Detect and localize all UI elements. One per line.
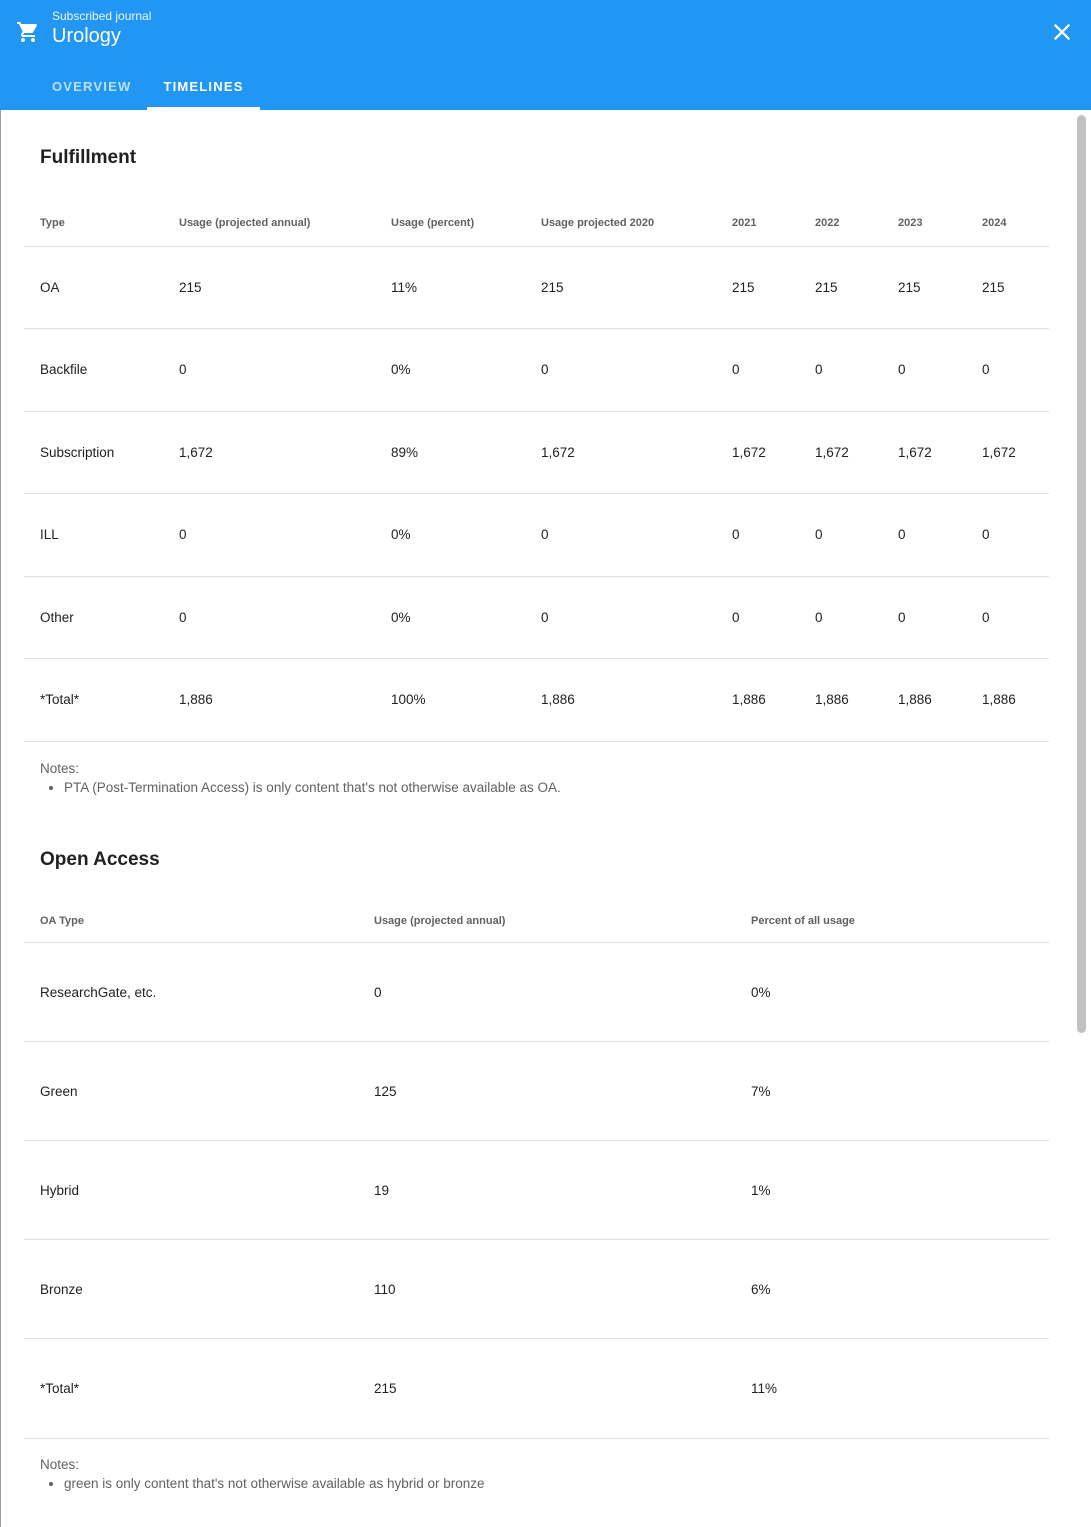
column-header: 2022 bbox=[799, 201, 882, 246]
table-cell: 0 bbox=[966, 493, 1049, 576]
journal-title: Urology bbox=[52, 25, 121, 47]
table-header-row bbox=[24, 900, 1049, 943]
table-cell: 1,672 bbox=[525, 411, 716, 493]
table-cell: Bronze bbox=[24, 1240, 358, 1339]
table-row bbox=[24, 1141, 1049, 1240]
table-cell: Other bbox=[24, 576, 163, 658]
column-header: Usage (projected annual) bbox=[163, 201, 375, 246]
table-cell: Green bbox=[24, 1042, 358, 1141]
table-cell: 1,672 bbox=[966, 411, 1049, 493]
table-cell: 0 bbox=[525, 328, 716, 411]
open-access-notes bbox=[24, 1457, 1049, 1493]
table-row bbox=[24, 246, 1049, 328]
table-cell: Hybrid bbox=[24, 1141, 358, 1240]
table-cell: 1,886 bbox=[799, 658, 882, 741]
table-row bbox=[24, 1339, 1049, 1439]
table-cell: 0 bbox=[966, 328, 1049, 411]
table-cell: 215 bbox=[882, 246, 966, 328]
fulfillment-notes bbox=[24, 761, 1049, 797]
note-item: • green is only content that's not otherwise available as hybrid or bronze bbox=[64, 1475, 1049, 1493]
table-cell: 11% bbox=[375, 246, 525, 328]
table-cell: 1,672 bbox=[882, 411, 966, 493]
column-header: Percent of all usage bbox=[735, 900, 1049, 943]
table-cell: 1,886 bbox=[525, 658, 716, 741]
table-cell: 0 bbox=[163, 493, 375, 576]
table-cell: 1% bbox=[735, 1141, 1049, 1240]
column-header: 2023 bbox=[882, 201, 966, 246]
dialog-header bbox=[0, 0, 1091, 110]
table-cell: 0 bbox=[799, 328, 882, 411]
table-cell: Subscription bbox=[24, 411, 163, 493]
fulfillment-table bbox=[24, 201, 1049, 742]
table-cell: 0% bbox=[375, 328, 525, 411]
table-cell: 215 bbox=[966, 246, 1049, 328]
table-row bbox=[24, 411, 1049, 493]
table-cell: 6% bbox=[735, 1240, 1049, 1339]
table-cell: ILL bbox=[24, 493, 163, 576]
note-item: • PTA (Post-Termination Access) is only content that's not otherwise available as OA. bbox=[64, 779, 1049, 797]
table-cell: 0% bbox=[735, 943, 1049, 1042]
table-cell: 7% bbox=[735, 1042, 1049, 1141]
column-header: Type bbox=[24, 201, 163, 246]
table-cell: ResearchGate, etc. bbox=[24, 943, 358, 1042]
table-row bbox=[24, 493, 1049, 576]
table-cell: 19 bbox=[358, 1141, 735, 1240]
column-header: Usage (projected annual) bbox=[358, 900, 735, 943]
close-icon[interactable] bbox=[1048, 18, 1076, 46]
table-cell: 0 bbox=[163, 576, 375, 658]
open-access-table bbox=[24, 900, 1049, 1440]
table-cell: 215 bbox=[799, 246, 882, 328]
tab-bar bbox=[36, 66, 260, 110]
table-cell: 1,672 bbox=[716, 411, 799, 493]
table-cell: *Total* bbox=[24, 658, 163, 741]
table-cell: 0 bbox=[358, 943, 735, 1042]
column-header: Usage projected 2020 bbox=[525, 201, 716, 246]
open-access-heading: Open Access bbox=[40, 848, 160, 870]
table-row bbox=[24, 1240, 1049, 1339]
table-cell: 0 bbox=[716, 493, 799, 576]
notes-label: Notes: bbox=[40, 1457, 80, 1472]
table-cell: 89% bbox=[375, 411, 525, 493]
table-row bbox=[24, 658, 1049, 741]
column-header: Usage (percent) bbox=[375, 201, 525, 246]
table-cell: *Total* bbox=[24, 1339, 358, 1439]
table-row bbox=[24, 943, 1049, 1042]
fulfillment-heading: Fulfillment bbox=[40, 147, 137, 168]
table-cell: 1,672 bbox=[163, 411, 375, 493]
table-row bbox=[24, 576, 1049, 658]
table-cell: 0% bbox=[375, 493, 525, 576]
table-cell: 215 bbox=[163, 246, 375, 328]
timelines-panel bbox=[24, 110, 1049, 1493]
table-cell: 1,886 bbox=[966, 658, 1049, 741]
table-cell: OA bbox=[24, 246, 163, 328]
table-cell: 0 bbox=[163, 328, 375, 411]
table-cell: 1,672 bbox=[799, 411, 882, 493]
table-cell: 0 bbox=[525, 576, 716, 658]
table-row bbox=[24, 328, 1049, 411]
table-cell: 1,886 bbox=[882, 658, 966, 741]
table-cell: Backfile bbox=[24, 328, 163, 411]
table-cell: 0% bbox=[375, 576, 525, 658]
dialog-border bbox=[0, 110, 1, 1527]
table-cell: 0 bbox=[882, 576, 966, 658]
table-header-row bbox=[24, 201, 1049, 246]
table-cell: 125 bbox=[358, 1042, 735, 1141]
table-cell: 215 bbox=[716, 246, 799, 328]
column-header: 2024 bbox=[966, 201, 1049, 246]
tab-timelines[interactable]: TIMELINES bbox=[147, 66, 259, 110]
table-row bbox=[24, 1042, 1049, 1141]
tab-overview[interactable]: OVERVIEW bbox=[52, 79, 132, 94]
table-cell: 0 bbox=[799, 576, 882, 658]
table-cell: 0 bbox=[525, 493, 716, 576]
table-cell: 0 bbox=[966, 576, 1049, 658]
column-header: OA Type bbox=[24, 900, 358, 943]
table-cell: 0 bbox=[882, 328, 966, 411]
table-cell: 0 bbox=[799, 493, 882, 576]
table-cell: 215 bbox=[358, 1339, 735, 1439]
notes-label: Notes: bbox=[40, 760, 80, 776]
table-cell: 0 bbox=[716, 576, 799, 658]
table-cell: 1,886 bbox=[716, 658, 799, 741]
table-cell: 11% bbox=[735, 1339, 1049, 1439]
table-cell: 0 bbox=[716, 328, 799, 411]
column-header: 2021 bbox=[716, 201, 799, 246]
shopping-cart-icon bbox=[16, 20, 40, 44]
table-cell: 110 bbox=[358, 1240, 735, 1339]
table-cell: 215 bbox=[525, 246, 716, 328]
table-cell: 100% bbox=[375, 658, 525, 741]
table-cell: 1,886 bbox=[163, 658, 375, 741]
header-subtitle: Subscribed journal bbox=[52, 9, 152, 23]
scrollbar-thumb[interactable] bbox=[1077, 115, 1086, 1033]
table-cell: 0 bbox=[882, 493, 966, 576]
